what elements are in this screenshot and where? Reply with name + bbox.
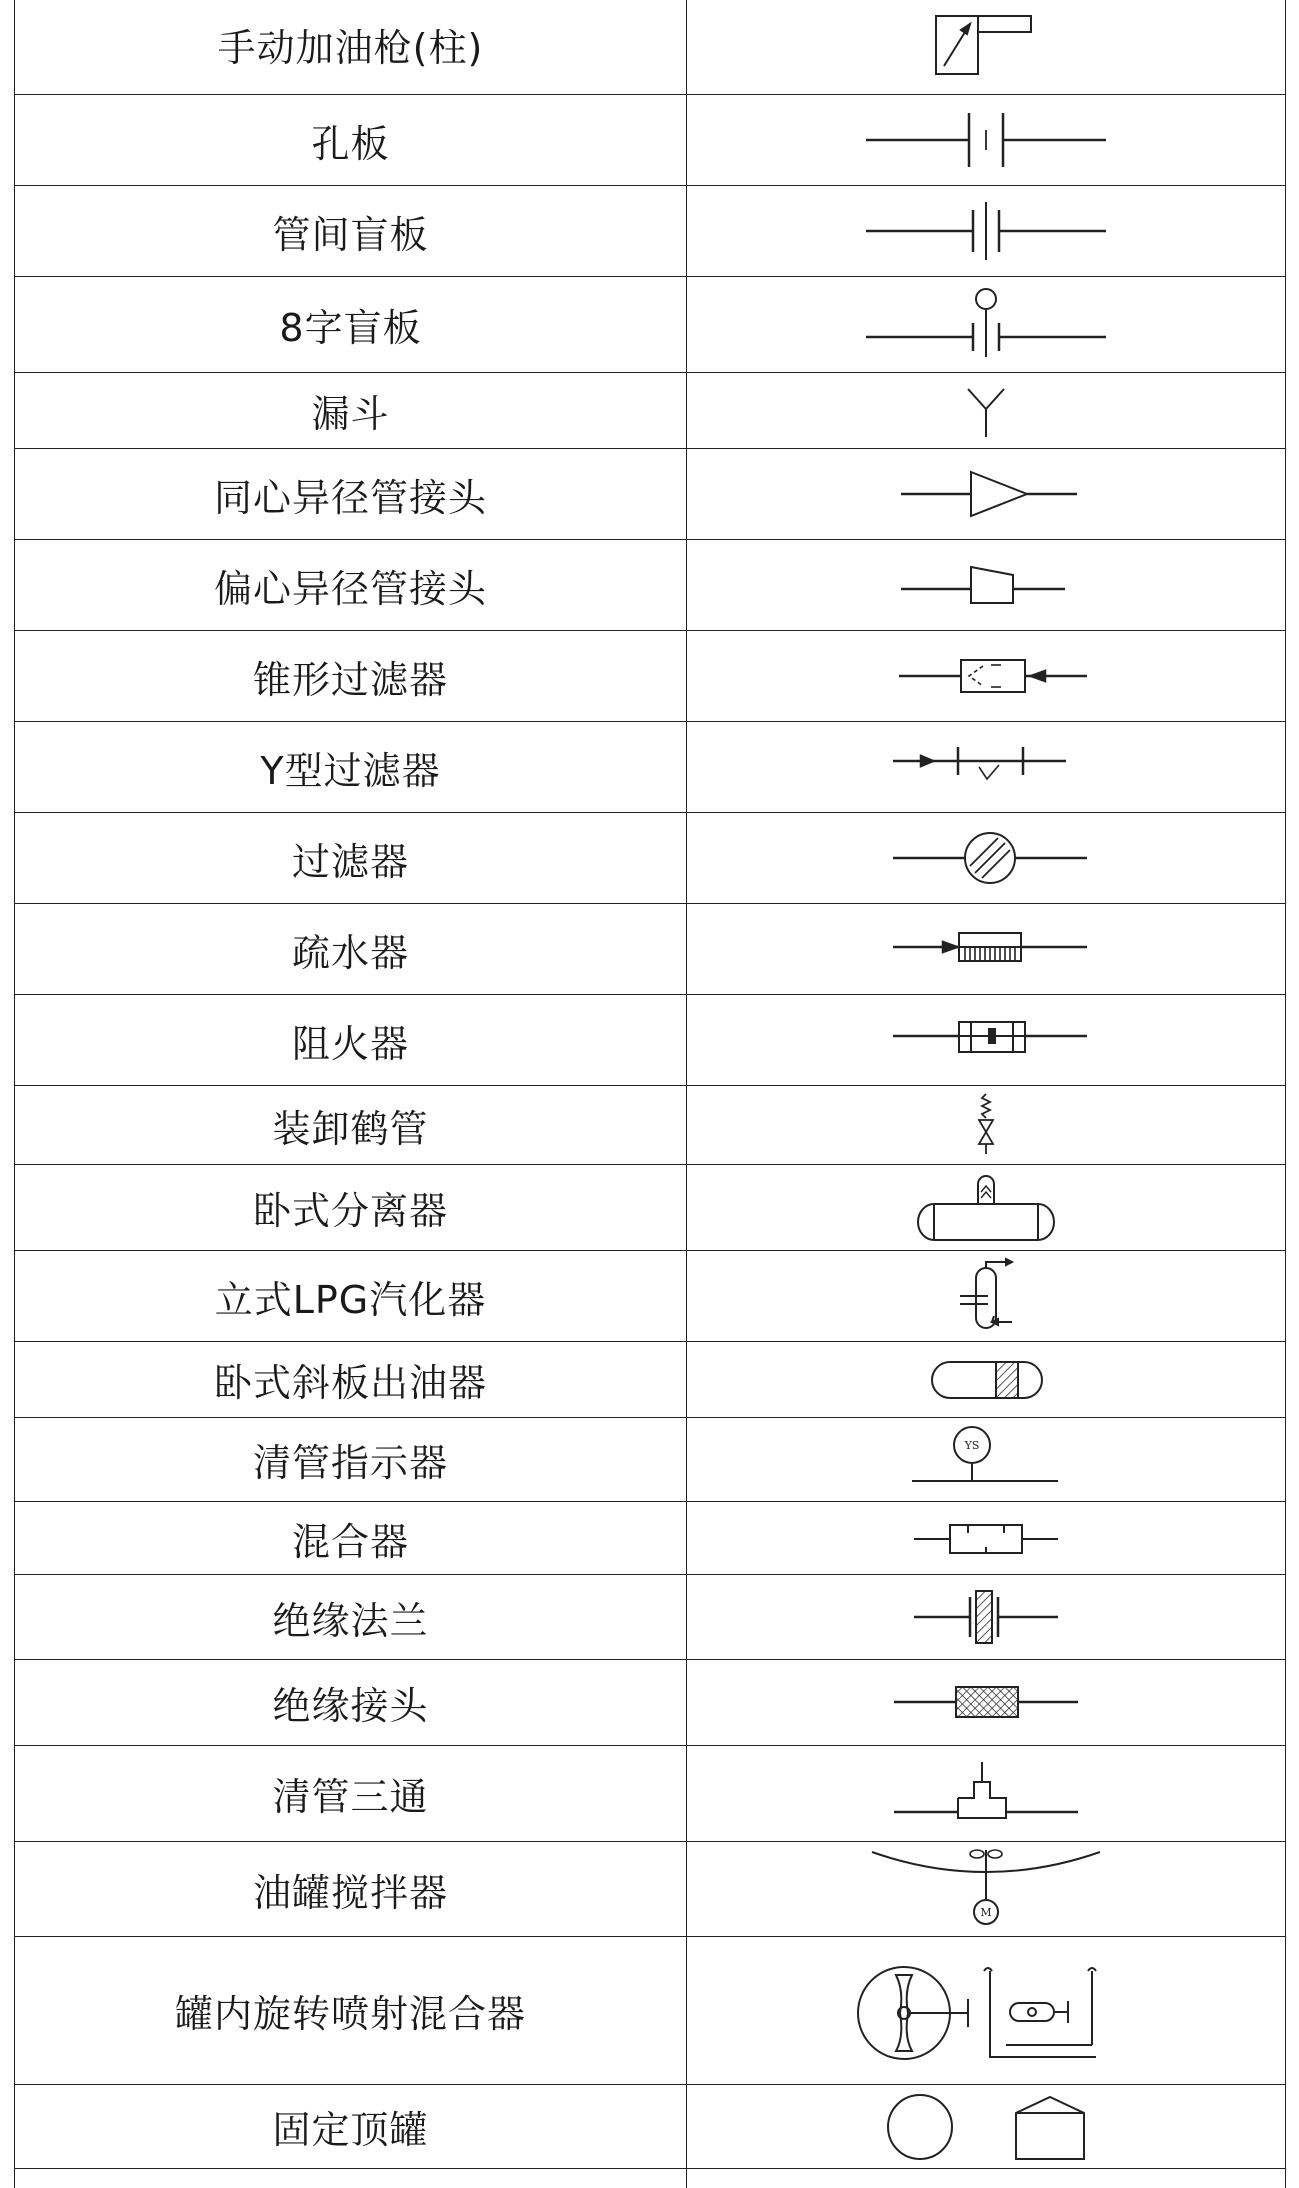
table-row <box>14 1501 1286 1574</box>
horizontal-plate-separator-icon <box>916 1350 1056 1410</box>
vertical-lpg-vaporizer-icon <box>936 1256 1036 1336</box>
row-name: 8字盲板 <box>14 277 687 372</box>
table-row <box>14 0 1286 94</box>
eccentric-reducer-icon <box>861 555 1111 615</box>
row-name: 偏心异径管接头 <box>14 540 687 630</box>
table-row <box>14 1085 1286 1164</box>
table-row <box>14 903 1286 994</box>
row-name: 漏斗 <box>14 373 687 448</box>
steam-trap-icon <box>861 919 1111 979</box>
row-symbol <box>687 904 1286 994</box>
table-row <box>14 1841 1286 1936</box>
row-name: 清管指示器 <box>14 1418 687 1501</box>
row-name: 卧式斜板出油器 <box>14 1342 687 1417</box>
y-strainer-icon <box>861 737 1111 797</box>
pigging-tee-icon <box>886 1754 1086 1834</box>
row-symbol <box>687 813 1286 903</box>
row-symbol <box>687 722 1286 812</box>
row-name: 罐内旋转喷射混合器 <box>14 1937 687 2084</box>
motor-label: M <box>980 1906 992 1919</box>
loading-arm-icon <box>956 1090 1016 1160</box>
table-row <box>14 2084 1286 2168</box>
table-row <box>14 185 1286 276</box>
row-name: 手动加油枪(柱) <box>14 0 687 94</box>
row-name: 绝缘接头 <box>14 1660 687 1745</box>
row-symbol <box>687 373 1286 448</box>
horizontal-separator-icon <box>906 1170 1066 1246</box>
row-symbol <box>687 1575 1286 1659</box>
row-symbol <box>687 95 1286 185</box>
table-row <box>14 1417 1286 1501</box>
table-row <box>14 721 1286 812</box>
row-symbol <box>687 1165 1286 1250</box>
rotary-jet-mixer-icon <box>856 1951 1116 2071</box>
flame-arrester-icon <box>861 1010 1111 1070</box>
row-symbol <box>687 1660 1286 1745</box>
tank-agitator-icon <box>866 1844 1106 1934</box>
row-symbol <box>687 277 1286 372</box>
row-symbol <box>687 631 1286 721</box>
figure-8-blind-icon <box>861 285 1111 365</box>
table-row <box>14 2168 1286 2188</box>
fixed-roof-tank-icon <box>856 2091 1116 2163</box>
insulating-flange-icon <box>906 1585 1066 1649</box>
table-row <box>14 1745 1286 1841</box>
row-symbol <box>687 540 1286 630</box>
row-symbol-empty <box>687 2169 1286 2188</box>
row-name-empty <box>14 2169 687 2188</box>
table-row <box>14 276 1286 372</box>
row-symbol <box>687 2085 1286 2168</box>
row-name: Y型过滤器 <box>14 722 687 812</box>
blind-plate-icon <box>861 196 1111 266</box>
table-row <box>14 94 1286 185</box>
table-row <box>14 1341 1286 1417</box>
row-symbol <box>687 0 1286 94</box>
row-name: 管间盲板 <box>14 186 687 276</box>
table-row <box>14 994 1286 1085</box>
row-symbol <box>687 1746 1286 1841</box>
row-symbol <box>687 1937 1286 2084</box>
table-row <box>14 1250 1286 1341</box>
row-name: 固定顶罐 <box>14 2085 687 2168</box>
row-symbol <box>687 1086 1286 1164</box>
row-name: 混合器 <box>14 1502 687 1574</box>
row-symbol <box>687 449 1286 539</box>
row-symbol <box>687 1342 1286 1417</box>
row-name: 油罐搅拌器 <box>14 1842 687 1936</box>
manual-fuel-nozzle-icon <box>916 10 1056 80</box>
table-row <box>14 1936 1286 2084</box>
table-row <box>14 1659 1286 1745</box>
pig-indicator-icon <box>906 1423 1066 1497</box>
row-name: 卧式分离器 <box>14 1165 687 1250</box>
table-row <box>14 812 1286 903</box>
row-symbol <box>687 1418 1286 1501</box>
row-symbol <box>687 1502 1286 1574</box>
row-name: 装卸鹤管 <box>14 1086 687 1164</box>
funnel-icon <box>956 381 1016 441</box>
concentric-reducer-icon <box>861 464 1111 524</box>
insulating-joint-icon <box>886 1678 1086 1728</box>
table-row <box>14 1574 1286 1659</box>
row-symbol <box>687 1251 1286 1341</box>
table-row <box>14 448 1286 539</box>
table-row <box>14 372 1286 448</box>
mixer-icon <box>906 1513 1066 1563</box>
row-name: 锥形过滤器 <box>14 631 687 721</box>
row-name: 阻火器 <box>14 995 687 1085</box>
row-symbol <box>687 1842 1286 1936</box>
row-name: 立式LPG汽化器 <box>14 1251 687 1341</box>
filter-icon <box>861 826 1111 890</box>
row-name: 同心异径管接头 <box>14 449 687 539</box>
row-name: 绝缘法兰 <box>14 1575 687 1659</box>
row-name: 孔板 <box>14 95 687 185</box>
row-name: 疏水器 <box>14 904 687 994</box>
table-row <box>14 539 1286 630</box>
row-symbol <box>687 186 1286 276</box>
table-row <box>14 630 1286 721</box>
row-name: 过滤器 <box>14 813 687 903</box>
row-name: 清管三通 <box>14 1746 687 1841</box>
table-row <box>14 1164 1286 1250</box>
cone-strainer-icon <box>861 646 1111 706</box>
row-symbol <box>687 995 1286 1085</box>
pig-indicator-label: YS <box>964 1438 980 1452</box>
orifice-plate-icon <box>861 105 1111 175</box>
